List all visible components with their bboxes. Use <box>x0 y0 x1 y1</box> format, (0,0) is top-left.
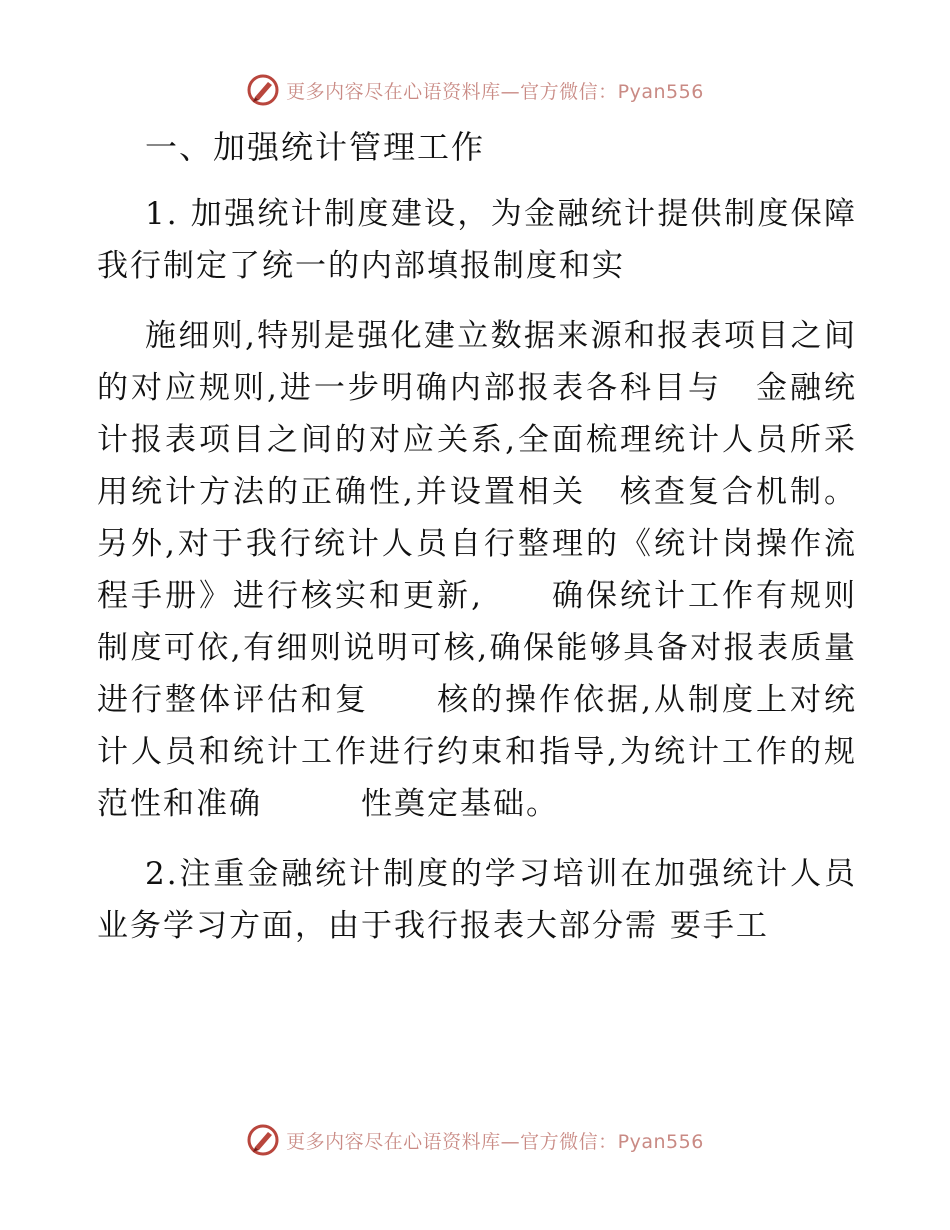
paragraph-3: 2.注重金融统计制度的学习培训在加强统计人员业务学习方面，由于我行报表大部分需 要手工 <box>97 856 857 944</box>
watermark-header <box>0 70 950 110</box>
watermark-footer <box>0 1120 950 1160</box>
watermark-text: 更多内容尽在心语资料库—官方微信：Pyan556 <box>286 80 704 103</box>
watermark-text: 更多内容尽在心语资料库—官方微信：Pyan556 <box>286 1130 704 1153</box>
paragraph-2: 施细则,特别是强化建立数据来源和报表项目之间的对应规则,进一步明确内部报表各科目与 金融统计报表项目之间的对应关系,全面梳理统计人员所采用统计方法的正确性,并设置相关 核查复合机制。另外,对于我行统计人员自行整理的《统计岗操作流程手册》进行核实和更新, 确保统计工作有规则制度可依,有细则说明可核,确保能够具备对报表质量进行整体评估和复 核的操作依据,从制度上对统计人员和统计工作进行约束和指导,为统计工作的规范性和准确 性奠定基础。 <box>97 318 857 822</box>
pen-logo-icon <box>246 1123 280 1157</box>
paragraph-1: 1. 加强统计制度建设，为金融统计提供制度保障 我行制定了统一的内部填报制度和实 <box>97 196 857 284</box>
document-body <box>97 118 857 962</box>
pen-logo-icon <box>246 73 280 107</box>
section-heading: 一、加强统计管理工作 <box>145 128 486 166</box>
